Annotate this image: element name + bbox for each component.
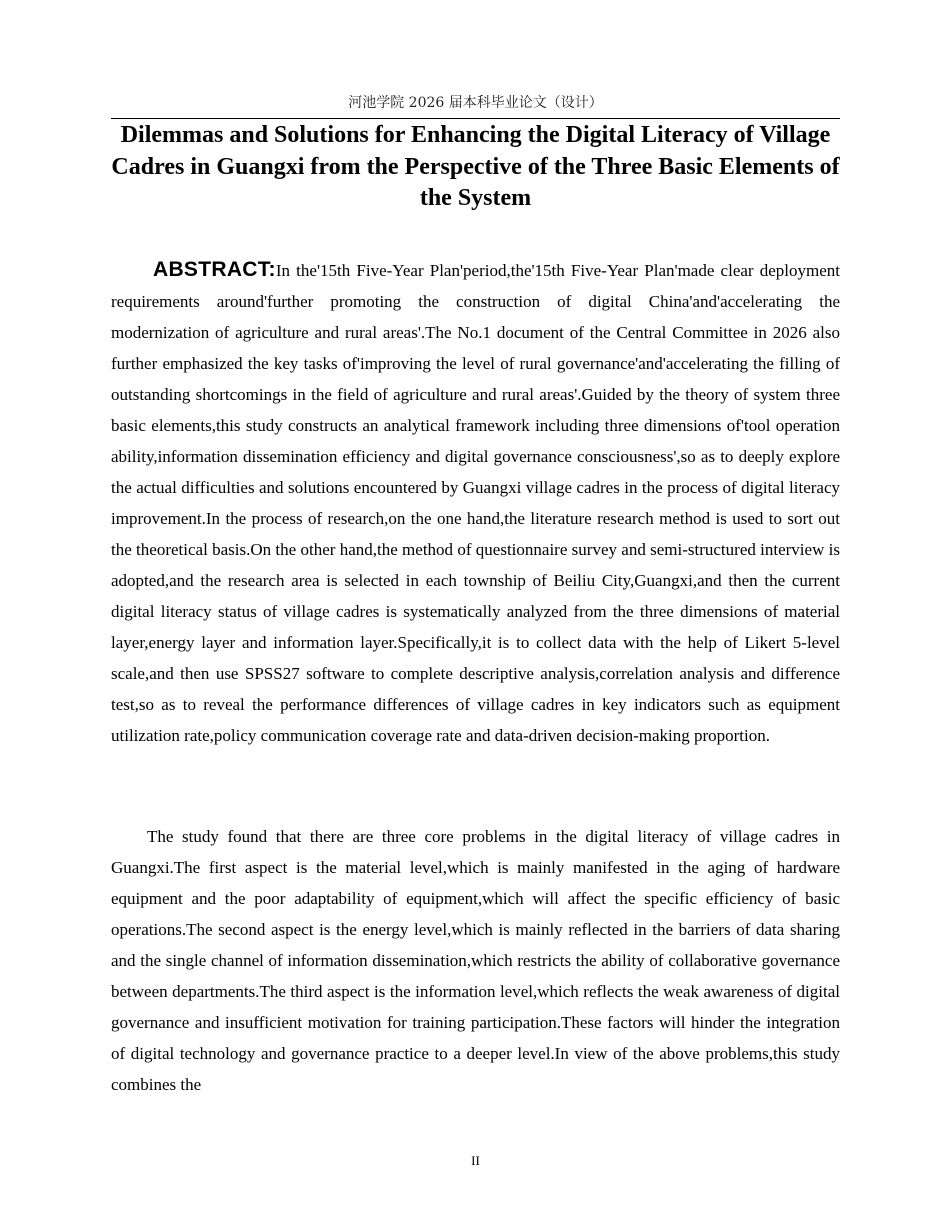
abstract-paragraph-1 [111,254,840,751]
paper-title: Dilemmas and Solutions for Enhancing the Digital Literacy of Village Cadres in Guangxi from the Perspective of the Three Basic Elements of the System [111,122,840,211]
running-header: 河池学院 2026 届本科毕业论文（设计） [348,95,603,111]
abstract-text-1: In the'15th Five-Year Plan'period,the'15th Five-Year Plan'made clear deployment requirements around'further promoting the construction of digital China'and'accelerating the modernization of agriculture and rural areas'.The No.1 document of the Central Committee in 2026 also further emphasized the key tasks of'improving the level of rural governance'and'accelerating the filling of outstanding shortcomings in the field of agriculture and rural areas'.Guided by the theory of system three basic elements,this study constructs an analytical framework including three dimensions of'tool operation ability,information dissemination efficiency and digital governance consciousness',so as to deeply explore the actual difficulties and solutions encountered by Guangxi village cadres in the process of digital literacy improvement.In the process of research,on the one hand,the literature research method is used to sort out the theoretical basis.On the other hand,the method of questionnaire survey and semi-structured interview is adopted,and the research area is selected in each township of Beiliu City,Guangxi,and then the current digital literacy status of village cadres is systematically analyzed from the three dimensions of material layer,energy layer and information layer.Specifically,it is to collect data with the help of Likert 5-level scale,and then use SPSS27 software to complete descriptive analysis,correlation analysis and difference test,so as to reveal the performance differences of village cadres in key indicators such as equipment utilization rate,policy communication coverage rate and data-driven decision-making proportion. [111,261,840,745]
header-rule [111,118,840,119]
abstract-label: ABSTRACT: [153,258,276,281]
page-number: II [471,1153,480,1168]
abstract-paragraph-2: The study found that there are three core problems in the digital literacy of village cadres in Guangxi.The first aspect is the material level,which is mainly manifested in the aging of hardware equipment and the poor adaptability of equipment,which will affect the specific efficiency of basic operations.The second aspect is the energy level,which is mainly reflected in the barriers of data sharing and the single channel of information dissemination,which restricts the ability of collaborative governance between departments.The third aspect is the information level,which reflects the weak awareness of digital governance and insufficient motivation for training participation.These factors will hinder the integration of digital technology and governance practice to a deeper level.In view of the above problems,this study combines the [111,827,840,1094]
